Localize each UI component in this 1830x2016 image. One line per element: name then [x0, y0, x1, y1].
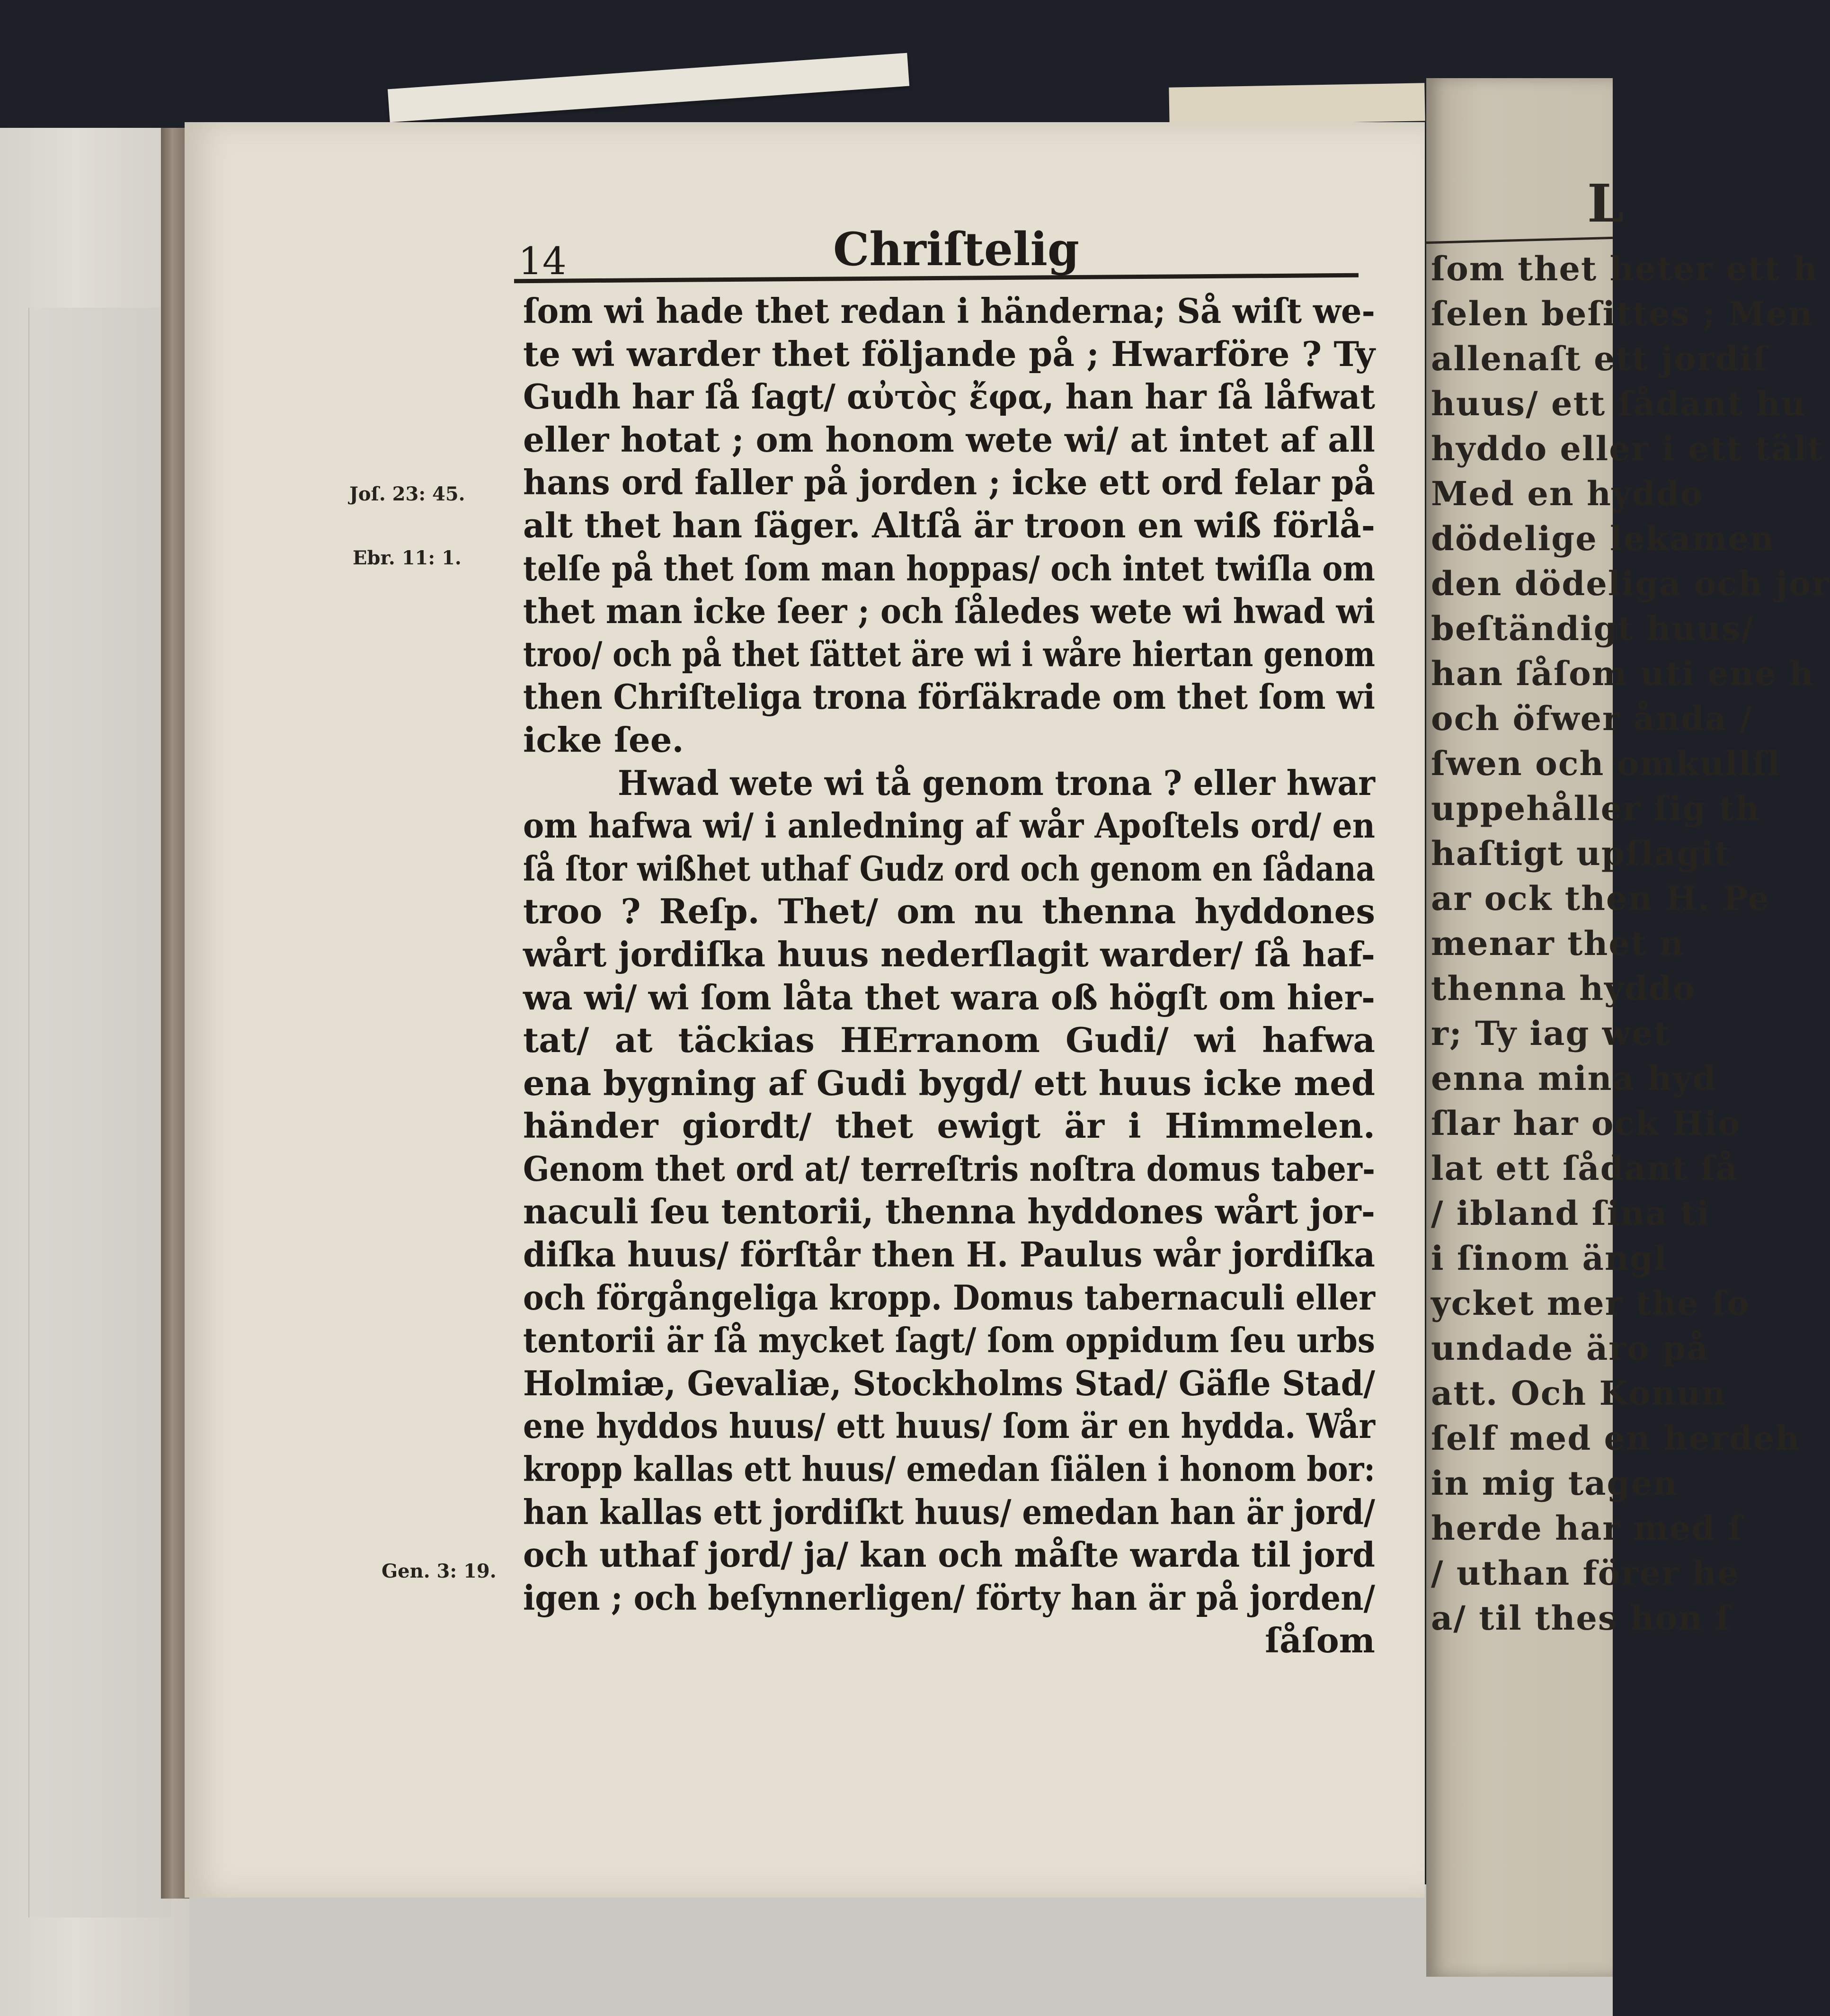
- facing-text-line: ſom thet heter ett h: [1431, 249, 1818, 288]
- facing-text-line: och öfwer ånda /: [1431, 699, 1753, 738]
- text-line-content: telſe på thet ſom man hoppas/ och intet twiſla om: [523, 548, 1375, 589]
- facing-text-line: dödelige lekamen: [1431, 519, 1775, 558]
- text-line-content: naculi ſeu tentorii, thenna hyddones wårt jor-: [523, 1191, 1375, 1232]
- facing-text-line: att. Och Konun: [1431, 1374, 1727, 1413]
- text-line-content: te wi warder thet följande på ; Hwarföre ? Ty: [523, 333, 1375, 374]
- facing-text-line: / uthan förer he: [1431, 1553, 1740, 1593]
- text-line-content: diſka huus/ förſtår then H. Paulus wår jordiſka: [523, 1234, 1375, 1275]
- text-line-content: troo/ och på thet ſättet äre wi i wåre hiertan genom: [523, 633, 1375, 674]
- facing-text-line: ſwen och omkullſl: [1431, 744, 1781, 783]
- text-line-content: ſå ſtor wißhet uthaf Gudz ord och genom en ſådana: [523, 848, 1375, 889]
- text-line: [523, 762, 1375, 805]
- text-line-content: kropp kallas ett huus/ emedan ſiälen i honom bor:: [523, 1449, 1375, 1490]
- text-line-content: thet man icke ſeer ; och ſåledes wete wi hwad wi: [523, 591, 1375, 632]
- text-line: [523, 461, 1375, 504]
- underlying-sheet: [28, 308, 171, 1918]
- text-line-content: alt thet han ſäger. Altſå är troon en wiß förlå-: [523, 505, 1375, 545]
- text-line-content: ene hyddos huus/ ett huus/ ſom är en hydda. Wår: [523, 1406, 1375, 1446]
- text-line: [523, 1534, 1375, 1577]
- text-line: [523, 804, 1375, 847]
- text-line-content: ſåſom: [1265, 1620, 1375, 1661]
- text-line-content: Hwad wete wi tå genom trona ? eller hwar: [618, 762, 1375, 803]
- text-line: [523, 719, 1375, 762]
- text-line-content: wårt jordiſka huus nederſlagit warder/ ſå haf-: [523, 934, 1375, 974]
- running-title: Chriſtelig: [833, 223, 1080, 276]
- text-line-content: och uthaf jord/ ja/ kan och måſte warda til jord: [523, 1534, 1375, 1575]
- margin-note: Ebr. 11: 1.: [353, 547, 462, 569]
- facing-text-line: herde har med ſ: [1431, 1508, 1743, 1548]
- margin-note: Joſ. 23: 45.: [349, 483, 465, 505]
- facing-text-line: menar thet n: [1431, 924, 1685, 963]
- text-line-content: eller hotat ; om honom wete wi/ at intet af all: [523, 419, 1375, 460]
- text-line-content: then Chriſteliga trona förſäkrade om thet ſom wi: [523, 677, 1375, 717]
- paper-slip: [388, 53, 909, 123]
- text-line-content: troo ? Reſp. Thet/ om nu thenna hyddones: [523, 891, 1375, 932]
- text-line: [523, 290, 1375, 333]
- facing-text-line: r; Ty iag wet: [1431, 1014, 1670, 1053]
- text-line: [523, 890, 1375, 933]
- facing-text-line: ſelf med en herdeh: [1431, 1418, 1801, 1458]
- text-line: [523, 1233, 1375, 1276]
- text-line-content: Gudh har ſå ſagt/ αὐτὸς ἔφα, han har ſå låfwat: [523, 376, 1375, 417]
- facing-text-line: hyddo eller i ett tält: [1431, 429, 1824, 468]
- text-line: [523, 1577, 1375, 1620]
- facing-text-line: a/ til thes hon ſ: [1431, 1598, 1731, 1638]
- text-line: [523, 933, 1375, 976]
- text-line: [523, 333, 1375, 376]
- text-line: [523, 1405, 1375, 1448]
- text-line: [523, 1319, 1375, 1362]
- facing-text-line: ycket mer the ſo: [1431, 1284, 1750, 1323]
- facing-text-line: enna mina hyd: [1431, 1059, 1717, 1098]
- facing-text-line: han ſåſom uti ene h: [1431, 654, 1814, 693]
- text-line: [523, 1105, 1375, 1148]
- text-line: [523, 1448, 1375, 1491]
- text-line: [523, 1491, 1375, 1534]
- text-line-content: Holmiæ, Gevaliæ, Stockholms Stad/ Gäfle Stad/: [523, 1363, 1375, 1403]
- text-line-content: wa wi/ wi ſom låta thet wara oß högſt om hier-: [523, 977, 1375, 1017]
- body-text: [523, 290, 1375, 1662]
- facing-text-line: Med en hyddo: [1431, 474, 1704, 513]
- text-line: [523, 1062, 1375, 1105]
- facing-text-line: i ſinom ängl: [1431, 1239, 1668, 1278]
- facing-text-line: undade äro på: [1431, 1329, 1709, 1368]
- margin-note: Gen. 3: 19.: [382, 1560, 497, 1582]
- text-line: [523, 1276, 1375, 1320]
- text-line-content: ſom wi hade thet redan i händerna; Så wiſt we-: [523, 291, 1375, 331]
- text-line-content: tat/ at täckias HErranom Gudi/ wi hafwa: [523, 1020, 1375, 1061]
- text-line: [523, 847, 1375, 891]
- facing-text-line: huus/ ett ſådant hu: [1431, 384, 1806, 423]
- text-line: [523, 1148, 1375, 1191]
- facing-text-line: haſtigt upſlagit: [1431, 834, 1731, 873]
- facing-header-rule: [1426, 237, 1613, 244]
- text-line-content: och förgångeliga kropp. Domus tabernaculi eller: [523, 1277, 1375, 1318]
- text-line: [523, 590, 1375, 633]
- text-line-content: icke ſee.: [523, 719, 684, 760]
- facing-running-title: L: [1587, 173, 1624, 234]
- text-line-content: han kallas ett jordiſkt huus/ emedan han är jord/: [523, 1491, 1375, 1532]
- text-line: [523, 676, 1375, 719]
- text-line: [523, 976, 1375, 1019]
- text-line-content: Genom thet ord at/ terreſtris noſtra domus taber-: [523, 1148, 1375, 1189]
- facing-text-line: in mig tagen: [1431, 1463, 1678, 1503]
- facing-text-line: ſlar har ock Hio: [1431, 1104, 1741, 1143]
- text-line: [523, 1362, 1375, 1405]
- book-page-right: [1426, 78, 1830, 1977]
- text-line: [523, 633, 1375, 676]
- facing-text-line: lat ett ſådant ſå: [1431, 1149, 1739, 1188]
- facing-text-line: ar ock then H. Pe: [1431, 879, 1770, 918]
- text-line: [523, 375, 1375, 419]
- facing-text-line: / ibland ſina ti: [1431, 1194, 1710, 1233]
- facing-text-line: uppehåller ſig th: [1431, 789, 1760, 828]
- text-line: [523, 1190, 1375, 1233]
- facing-text-line: ſelen beſittes ; Men: [1431, 294, 1813, 333]
- text-line: [523, 504, 1375, 547]
- text-line-content: ena bygning af Gudi bygd/ ett huus icke med: [523, 1062, 1375, 1103]
- background-surface: [0, 1884, 1613, 2016]
- text-line: [523, 1619, 1375, 1662]
- text-line-content: hans ord faller på jorden ; icke ett ord felar på: [523, 462, 1375, 503]
- text-line: [523, 1019, 1375, 1062]
- text-line: [523, 547, 1375, 590]
- facing-text-line: allenaſt ett jordiſ: [1431, 339, 1768, 378]
- facing-text-line: beſtändigt huus/: [1431, 609, 1755, 648]
- text-line-content: tentorii är ſå mycket ſagt/ ſom oppidum ſeu urbs: [523, 1320, 1375, 1361]
- facing-text-line: thenna hyddo: [1431, 969, 1696, 1008]
- text-line: [523, 419, 1375, 462]
- paper-slip-right: [1169, 83, 1425, 125]
- text-line-content: igen ; och beſynnerligen/ förty han är på jorden/: [523, 1577, 1375, 1618]
- facing-body-text: [1431, 246, 1830, 1641]
- text-line-content: om hafwa wi/ i anledning af wår Apoſtels ord/ en: [523, 805, 1375, 846]
- text-line-content: händer giordt/ thet ewigt är i Himmelen.: [523, 1106, 1375, 1146]
- page-number: 14: [518, 239, 567, 283]
- facing-text-line: den dödeliga och jor: [1431, 564, 1830, 603]
